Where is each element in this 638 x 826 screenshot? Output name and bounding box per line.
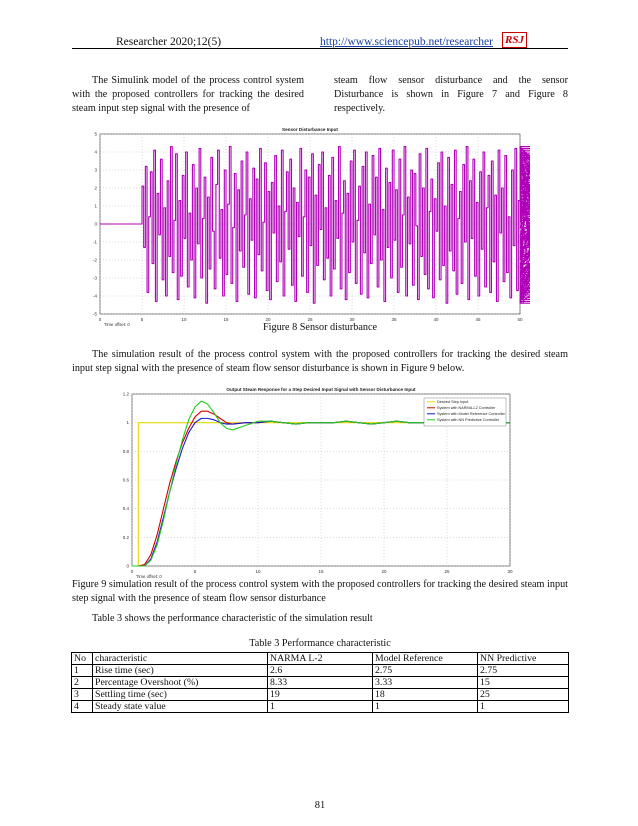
- table-cell: 1: [373, 701, 478, 713]
- y-tick-label: 2: [94, 185, 97, 191]
- y-tick-label: -5: [92, 311, 97, 317]
- performance-table: [71, 652, 569, 713]
- x-tick-label: 25: [444, 569, 450, 574]
- intro-left-column: [72, 74, 304, 116]
- x-tick-label: 5: [140, 317, 144, 322]
- y-tick-label: 3: [94, 167, 97, 173]
- page-header: [72, 28, 568, 49]
- table-row: [72, 689, 569, 701]
- y-tick-label: 0: [126, 563, 129, 569]
- x-tick-label: 35: [391, 317, 397, 322]
- x-tick-label: 20: [265, 317, 271, 322]
- legend-label: Desired Step Input: [437, 400, 469, 404]
- legend-label: System with Model Reference Controller: [437, 412, 505, 416]
- intro-left-text: The Simulink model of the process control system with the proposed controllers for tracking the desired steam input step signal with the presence of: [72, 75, 304, 114]
- table-3-caption: Table 3 Performance characteristic: [249, 638, 391, 649]
- legend-label: System with NARMA-L2 Controller: [437, 406, 496, 410]
- x-tick-label: 40: [433, 317, 439, 322]
- x-tick-label: 20: [381, 569, 387, 574]
- table-cell: Rise time (sec): [93, 665, 268, 677]
- y-tick-label: 5: [94, 131, 97, 137]
- table-cell: 15: [478, 677, 569, 689]
- x-tick-label: 45: [475, 317, 481, 322]
- y-tick-label: 4: [94, 149, 97, 155]
- figure-9-caption: Figure 9 simulation result of the process control system with the proposed controllers for tracking the desired steam input step signal with the presence of steam flow sensor disturbance: [72, 579, 568, 604]
- x-axis-label: Time offset: 0: [136, 574, 162, 579]
- journal-name: Researcher 2020;12(5): [116, 36, 222, 48]
- table-row: [72, 701, 569, 713]
- column-header-no: No: [72, 653, 93, 665]
- table-cell: Settling time (sec): [93, 689, 268, 701]
- table-cell: Steady state value: [93, 701, 268, 713]
- y-tick-label: -1: [92, 239, 97, 245]
- table-cell: 1: [72, 665, 93, 677]
- column-header-model-reference: Model Reference: [373, 653, 478, 665]
- column-header-characteristic: characteristic: [93, 653, 268, 665]
- journal-url-link[interactable]: http://www.sciencepub.net/researcher: [320, 36, 493, 48]
- figure-9-chart: [110, 384, 518, 580]
- table-cell: 18: [373, 689, 478, 701]
- x-tick-label: 5: [193, 569, 197, 574]
- y-tick-label: 0.4: [122, 506, 129, 512]
- y-tick-label: 0: [94, 221, 97, 227]
- chart-title: Sensor Disturbance Input: [282, 127, 338, 132]
- y-tick-label: 1: [126, 420, 129, 426]
- intro-right-text: steam flow sensor disturbance and the sensor Disturbance is shown in Figure 7 and Figure 8 respectively.: [334, 75, 568, 114]
- x-tick-label: 30: [349, 317, 355, 322]
- figure-9-intro-paragraph: The simulation result of the process control system with the proposed controllers for tracking the desired steam input step signal with the presence of steam flow sensor disturbance is shown in Figure 9 below.: [72, 349, 568, 374]
- table-cell: 25: [478, 689, 569, 701]
- x-tick-label: 0: [98, 317, 102, 322]
- table-cell: 3.33: [373, 677, 478, 689]
- table-cell: 1: [478, 701, 569, 713]
- table-3-intro: Table 3 shows the performance characteristic of the simulation result: [92, 613, 373, 624]
- y-tick-label: 0.6: [122, 477, 129, 483]
- x-tick-label: 10: [255, 569, 261, 574]
- y-tick-label: -4: [92, 293, 97, 299]
- y-tick-label: 1.2: [122, 391, 129, 397]
- legend-label: System with NN Predictive Controller: [437, 418, 500, 422]
- y-tick-label: -2: [92, 257, 97, 263]
- chart-title: Output Steam Response for a Step Desired Input Signal with Sensor Disturbance Input: [226, 387, 416, 392]
- table-cell: 1: [268, 701, 373, 713]
- table-cell: 3: [72, 689, 93, 701]
- x-tick-label: 15: [318, 569, 324, 574]
- x-tick-label: 0: [130, 569, 134, 574]
- x-tick-label: 50: [517, 317, 523, 322]
- x-tick-label: 25: [307, 317, 313, 322]
- y-tick-label: 1: [94, 203, 97, 209]
- table-cell: 4: [72, 701, 93, 713]
- journal-logo: RSJ: [502, 32, 527, 48]
- intro-right-column: [334, 74, 568, 116]
- table-cell: 2.75: [373, 665, 478, 677]
- y-tick-label: 0.2: [122, 534, 129, 540]
- table-header-row: [72, 653, 569, 665]
- x-tick-label: 30: [507, 569, 513, 574]
- x-tick-label: 15: [223, 317, 229, 322]
- table-cell: Percentage Overshoot (%): [93, 677, 268, 689]
- x-tick-label: 10: [181, 317, 187, 322]
- y-tick-label: 0.8: [122, 448, 129, 454]
- table-row: [72, 677, 569, 689]
- figure-8-chart: [88, 126, 530, 328]
- table-cell: 8.33: [268, 677, 373, 689]
- column-header-nn-predictive: NN Predictive: [478, 653, 569, 665]
- x-axis-label: Time offset: 0: [104, 322, 130, 327]
- figure-8-caption: Figure 8 Sensor disturbance: [262, 322, 378, 333]
- column-header-narma: NARMA L-2: [268, 653, 373, 665]
- table-cell: 2.75: [478, 665, 569, 677]
- table-cell: 19: [268, 689, 373, 701]
- y-tick-label: -3: [92, 275, 97, 281]
- table-cell: 2: [72, 677, 93, 689]
- table-cell: 2.6: [268, 665, 373, 677]
- table-row: [72, 665, 569, 677]
- page-number: 81: [314, 800, 326, 811]
